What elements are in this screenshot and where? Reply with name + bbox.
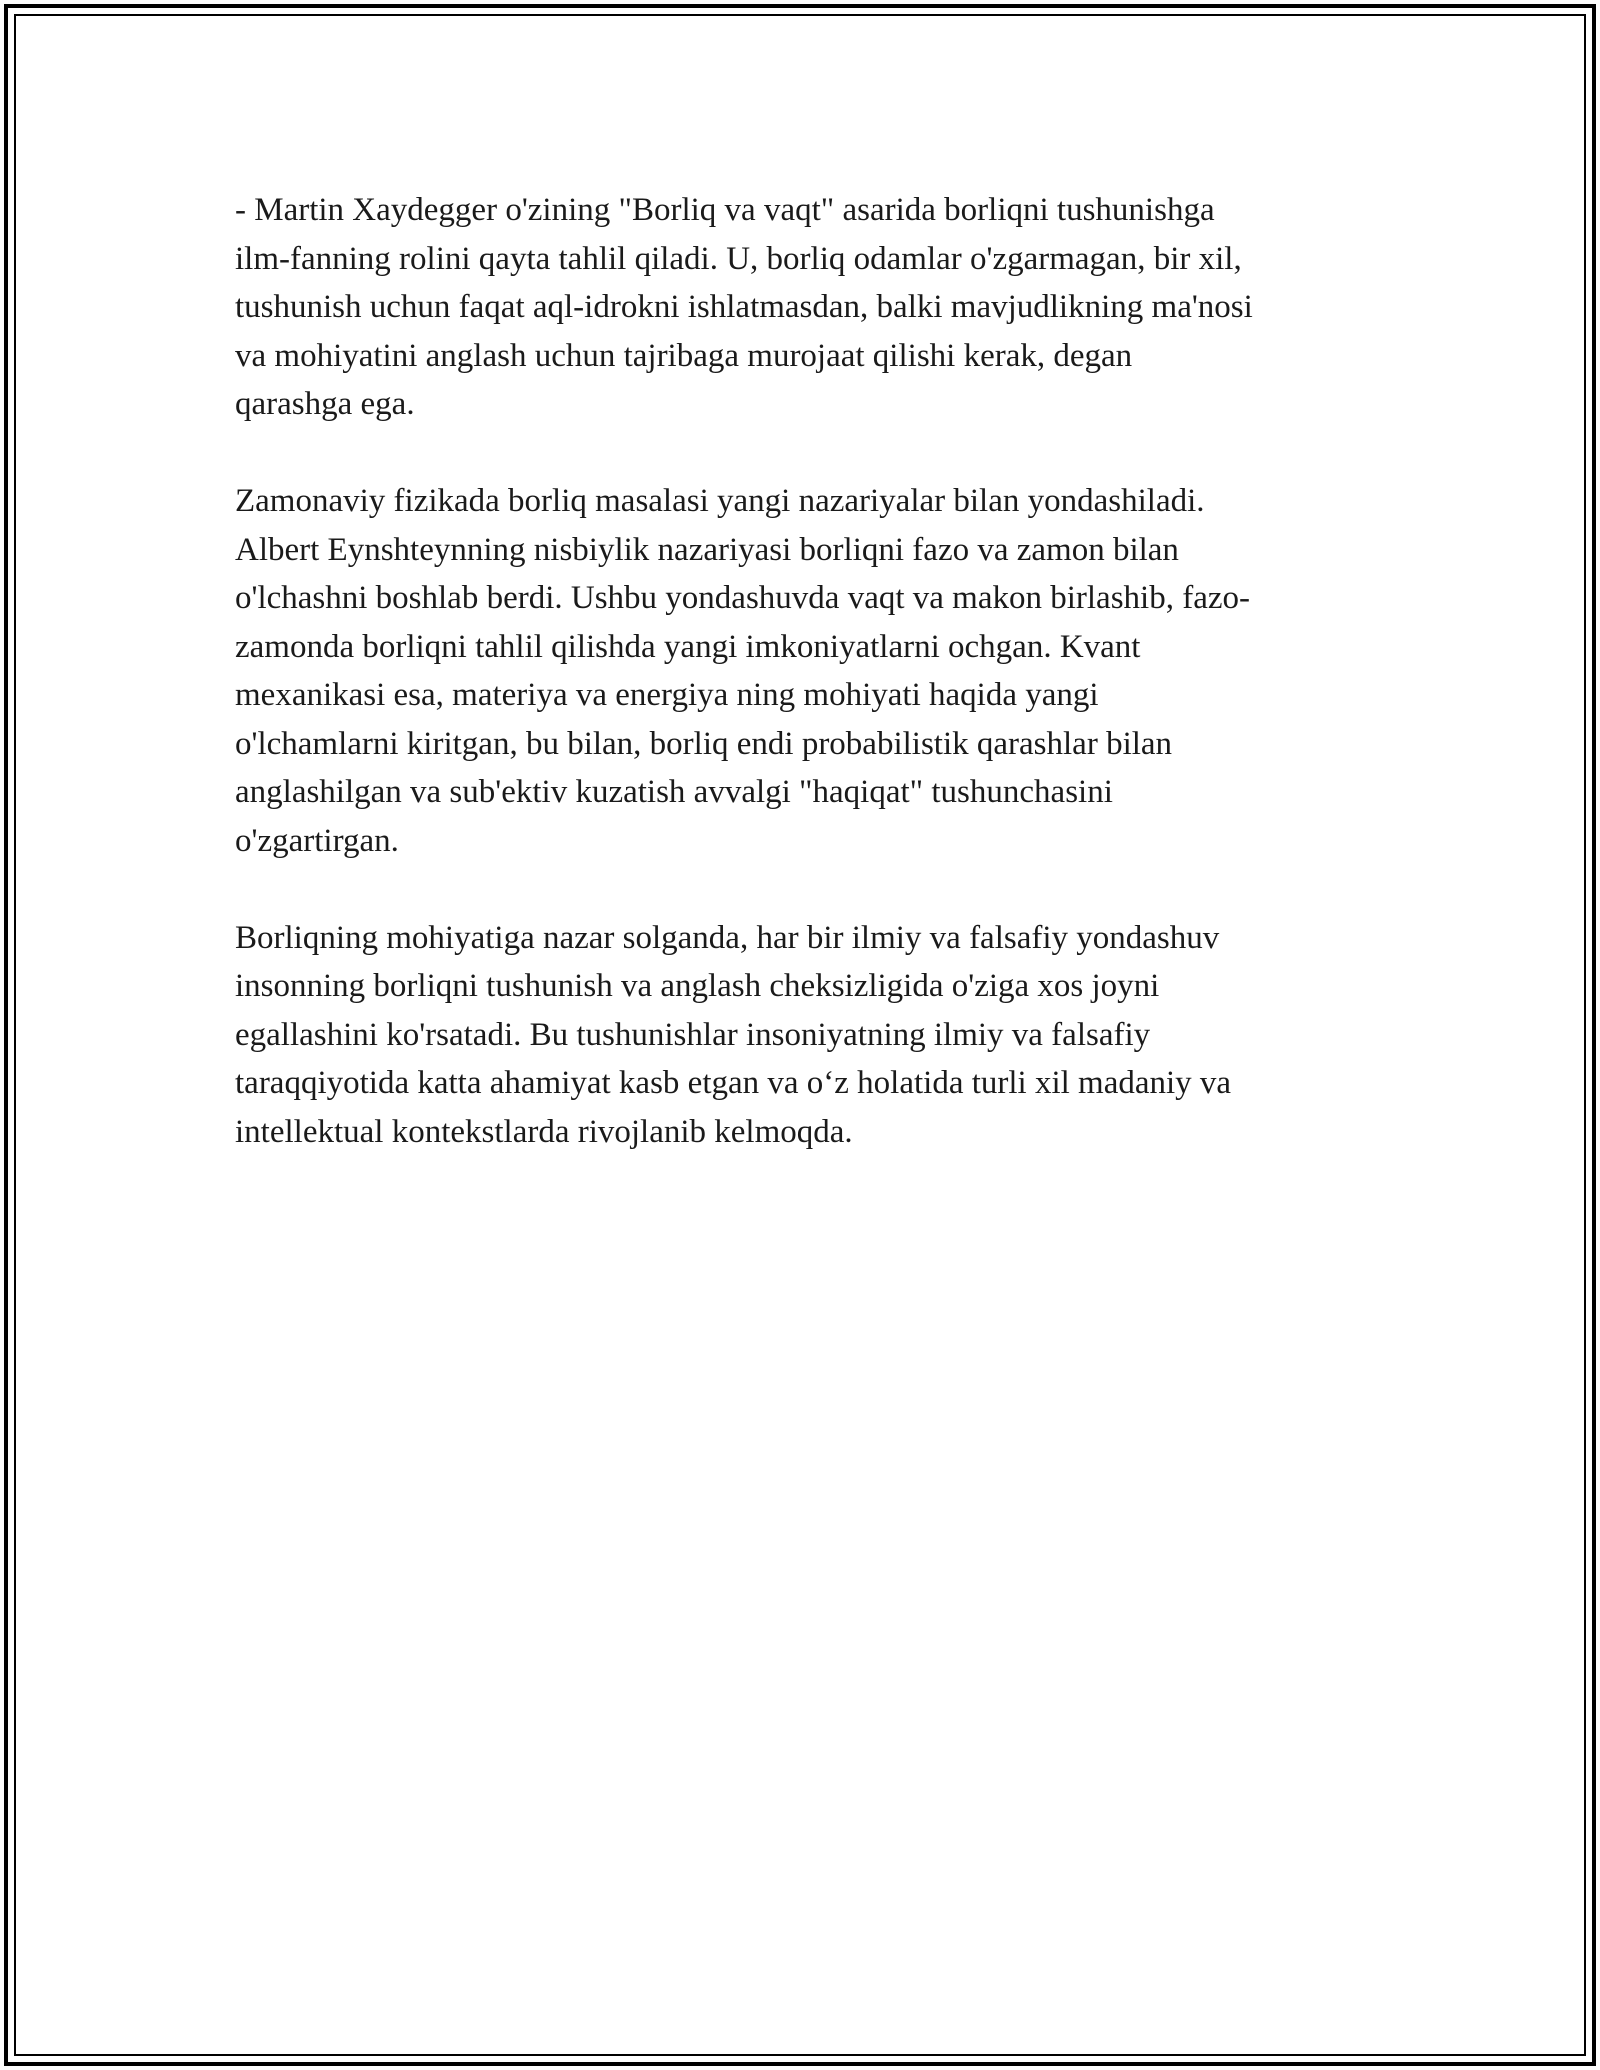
document-body: [235, 186, 1375, 1205]
text-line: intellektual kontekstlarda rivojlanib kelmoqda.: [235, 1113, 853, 1150]
text-line: - Martin Xaydegger o'zining "Borliq va vaqt" asarida borliqni tushunishga: [235, 192, 1215, 228]
text-line: Albert Eynshteynning nisbiylik nazariyasi borliqni fazo va zamon bilan: [235, 531, 1179, 568]
text-line: tushunish uchun faqat aql-idrokni ishlatmasdan, balki mavjudlikning ma'nosi: [235, 289, 1253, 325]
text-line: zamonda borliqni tahlil qilishda yangi imkoniyatlarni ochgan. Kvant: [235, 628, 1141, 665]
text-line: Zamonaviy fizikada borliq masalasi yangi nazariyalar bilan yondashiladi.: [235, 483, 1205, 519]
text-line: o'zgartirgan.: [235, 822, 399, 859]
text-line: mexanikasi esa, materiya va energiya ning mohiyati haqida yangi: [235, 677, 1099, 713]
paragraph-modern-physics: [235, 477, 1375, 865]
text-line: insonning borliqni tushunish va anglash cheksizligida o'ziga xos joyni: [235, 968, 1160, 1004]
paragraph-essence: [235, 914, 1375, 1157]
text-line: qarashga ega.: [235, 386, 415, 422]
text-line: va mohiyatini anglash uchun tajribaga murojaat qilishi kerak, degan: [235, 337, 1133, 374]
text-line: Borliqning mohiyatiga nazar solganda, har bir ilmiy va falsafiy yondashuv: [235, 919, 1220, 956]
text-line: taraqqiyotida katta ahamiyat kasb etgan va o‘z holatida turli xil madaniy va: [235, 1065, 1232, 1101]
text-line: o'lchashni boshlab berdi. Ushbu yondashuvda vaqt va makon birlashib, fazo-: [235, 580, 1250, 616]
paragraph-heidegger: [235, 186, 1375, 429]
text-line: ilm-fanning rolini qayta tahlil qiladi. U, borliq odamlar o'zgarmagan, bir xil,: [235, 240, 1242, 277]
text-line: anglashilgan va sub'ektiv kuzatish avvalgi "haqiqat" tushunchasini: [235, 774, 1113, 810]
text-line: egallashini ko'rsatadi. Bu tushunishlar insoniyatning ilmiy va falsafiy: [235, 1016, 1151, 1053]
text-line: o'lchamlarni kiritgan, bu bilan, borliq endi probabilistik qarashlar bilan: [235, 725, 1173, 762]
